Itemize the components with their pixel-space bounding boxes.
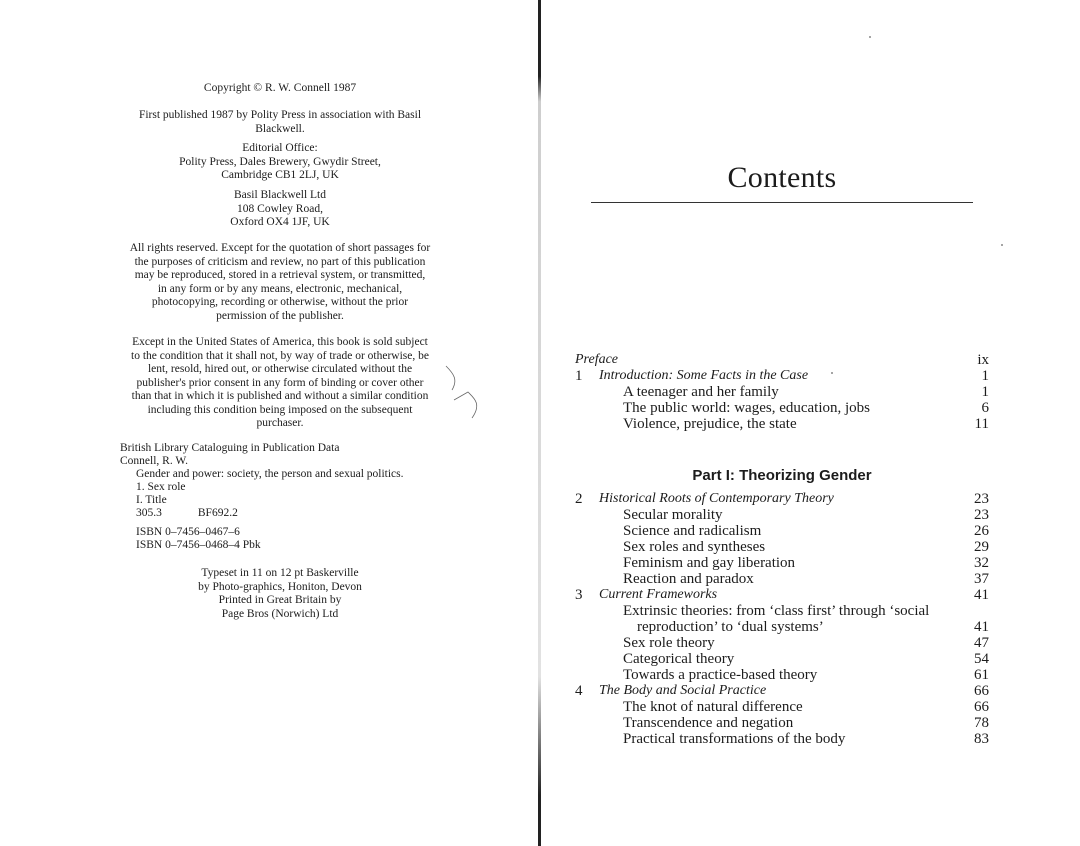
toc-section-title: Feminism and gay liberation — [623, 555, 796, 571]
condition-line: to the condition that it shall not, by way of trade or otherwise, be — [131, 349, 429, 362]
editorial-line: Editorial Office: — [242, 142, 318, 154]
rights-line: All rights reserved. Except for the quotation of short passages for — [129, 242, 431, 254]
toc-section-title: Secular morality — [623, 507, 723, 523]
toc-section-title: Violence, prejudice, the state — [623, 416, 797, 432]
dewey-number: 305.3 — [136, 507, 162, 519]
toc-row-section — [575, 635, 989, 651]
toc-section-title: Practical transformations of the body — [623, 731, 846, 747]
copyright-page — [0, 0, 538, 846]
toc-row-section — [575, 651, 989, 667]
typeset-printer-block — [100, 567, 460, 621]
first-published-line: Blackwell. — [255, 122, 305, 135]
contents-page — [541, 0, 1080, 846]
toc-section-title: Science and radicalism — [623, 523, 762, 539]
condition-line: publisher's prior consent in any form of binding or cover other — [136, 376, 424, 389]
toc-row-chapter — [575, 491, 989, 507]
title-rule — [591, 202, 973, 203]
isbn-paperback: ISBN 0–7456–0468–4 Pbk — [136, 539, 261, 551]
toc-page: 47 — [974, 635, 989, 651]
paper-speck — [1001, 244, 1003, 246]
typeset-line: by Photo-graphics, Honiton, Devon — [198, 580, 362, 593]
toc-section-title: The public world: wages, education, jobs — [623, 400, 871, 416]
toc-page: 66 — [974, 699, 989, 715]
rights-line: in any form or by any means, electronic, mechanical, — [157, 282, 403, 295]
address-line: 108 Cowley Road, — [237, 202, 323, 215]
toc-row-section — [575, 539, 989, 555]
toc-number: 4 — [575, 683, 583, 699]
toc-page: 23 — [974, 491, 989, 507]
condition-line: including this condition being imposed on the subsequent — [147, 403, 413, 416]
toc-section-title: Reaction and paradox — [623, 571, 754, 587]
toc-page: 26 — [974, 523, 989, 539]
toc-section-title: Sex roles and syntheses — [623, 539, 766, 555]
toc-row-preface — [575, 352, 989, 368]
toc-row-section-continued — [575, 619, 989, 635]
toc-row-section — [575, 571, 989, 587]
toc-page: 29 — [974, 539, 989, 555]
rights-reserved-block — [100, 242, 460, 323]
toc-section-title: reproduction’ to ‘dual systems’ — [637, 619, 824, 635]
condition-line: lent, resold, hired out, or otherwise circulated without the — [147, 363, 413, 375]
toc-row-section — [575, 731, 989, 747]
toc-section-title: Categorical theory — [623, 651, 735, 667]
toc-page: ix — [977, 352, 989, 368]
toc-section-title: Towards a practice-based theory — [623, 667, 818, 683]
condition-line: than that in which it is published and without a similar condition — [131, 390, 429, 402]
toc-section-title: Transcendence and negation — [623, 715, 794, 731]
cip-subject: 1. Sex role — [136, 481, 186, 493]
cip-classification — [120, 507, 460, 520]
toc-number: 2 — [575, 491, 583, 507]
toc-row-chapter — [575, 587, 989, 603]
page-title: Contents — [727, 161, 837, 194]
toc-row-section — [575, 523, 989, 539]
isbn-hardback: ISBN 0–7456–0467–6 — [136, 526, 240, 538]
toc-row-section — [575, 400, 989, 416]
copyright-line: Copyright © R. W. Connell 1987 — [203, 82, 357, 94]
toc-page: 54 — [974, 651, 989, 667]
first-published-line: First published 1987 by Polity Press in association with Basil — [138, 109, 422, 121]
toc-row-section — [575, 667, 989, 683]
rights-line: may be reproduced, stored in a retrieval system, or transmitted, — [134, 269, 426, 281]
rights-line: photocopying, recording or otherwise, without the prior — [151, 296, 409, 308]
toc-page: 6 — [981, 400, 989, 416]
toc-number: 3 — [575, 587, 583, 603]
rights-line: permission of the publisher. — [216, 309, 344, 322]
toc-part-one — [575, 491, 989, 747]
toc-section-title: Sex role theory — [623, 635, 715, 651]
paper-speck — [869, 36, 871, 38]
cip-title-entry: I. Title — [136, 494, 167, 506]
toc-page: 1 — [981, 368, 989, 384]
pencil-mark — [440, 360, 490, 420]
toc-row-section — [575, 555, 989, 571]
address-line: Basil Blackwell Ltd — [234, 189, 326, 201]
toc-row-chapter — [575, 368, 989, 384]
editorial-line: Polity Press, Dales Brewery, Gwydir Street, — [179, 155, 381, 168]
cip-author: Connell, R. W. — [120, 455, 189, 467]
toc-chapter-title: Current Frameworks — [599, 587, 718, 602]
toc-row-section — [575, 507, 989, 523]
toc-page: 66 — [974, 683, 989, 699]
toc-page: 41 — [974, 587, 989, 603]
printer-line: Printed in Great Britain by — [218, 594, 342, 606]
sale-condition-block — [100, 336, 460, 431]
toc-page: 83 — [974, 731, 989, 747]
toc-row-section — [575, 384, 989, 400]
cataloguing-data — [120, 442, 460, 552]
toc-page: 11 — [974, 416, 989, 432]
toc-page: 23 — [974, 507, 989, 523]
lc-number: BF692.2 — [197, 507, 238, 519]
typeset-line: Typeset in 11 on 12 pt Baskerville — [201, 567, 359, 579]
toc-page: 1 — [981, 384, 989, 400]
toc-page: 78 — [974, 715, 989, 731]
toc-section-title: The knot of natural difference — [623, 699, 803, 715]
editorial-line: Cambridge CB1 2LJ, UK — [221, 169, 339, 181]
toc-row-section — [575, 603, 989, 619]
toc-page: 41 — [974, 619, 989, 635]
address-line: Oxford OX4 1JF, UK — [230, 216, 330, 228]
toc-front-section — [575, 352, 989, 432]
first-published-block — [100, 109, 460, 136]
condition-line: Except in the United States of America, this book is sold subject — [132, 336, 428, 348]
toc-chapter-title: Historical Roots of Contemporary Theory — [599, 491, 834, 506]
toc-row-section — [575, 715, 989, 731]
toc-row-section — [575, 416, 989, 432]
toc-chapter-title: The Body and Social Practice — [599, 683, 767, 698]
toc-section-title: Extrinsic theories: from ‘class first’ through ‘social — [623, 603, 930, 619]
toc-number: 1 — [575, 368, 583, 384]
toc-row-chapter — [575, 683, 989, 699]
printer-line: Page Bros (Norwich) Ltd — [221, 607, 339, 620]
toc-preface: Preface — [575, 352, 619, 367]
toc-page: 32 — [974, 555, 989, 571]
editorial-office-block — [100, 142, 460, 183]
toc-page: 37 — [974, 571, 989, 587]
toc-chapter-title: Introduction: Some Facts in the Case — [599, 368, 809, 383]
publisher-address-block — [100, 189, 460, 230]
rights-line: the purposes of criticism and review, no part of this publication — [134, 255, 426, 268]
paper-speck — [831, 372, 833, 374]
part-heading: Part I: Theorizing Gender — [692, 467, 872, 484]
toc-row-section — [575, 699, 989, 715]
cip-heading: British Library Cataloguing in Publication Data — [120, 442, 340, 454]
toc-section-title: A teenager and her family — [623, 384, 779, 400]
cip-title: Gender and power: society, the person and sexual politics. — [136, 468, 404, 480]
toc-page: 61 — [974, 667, 989, 683]
condition-line: purchaser. — [256, 417, 304, 429]
